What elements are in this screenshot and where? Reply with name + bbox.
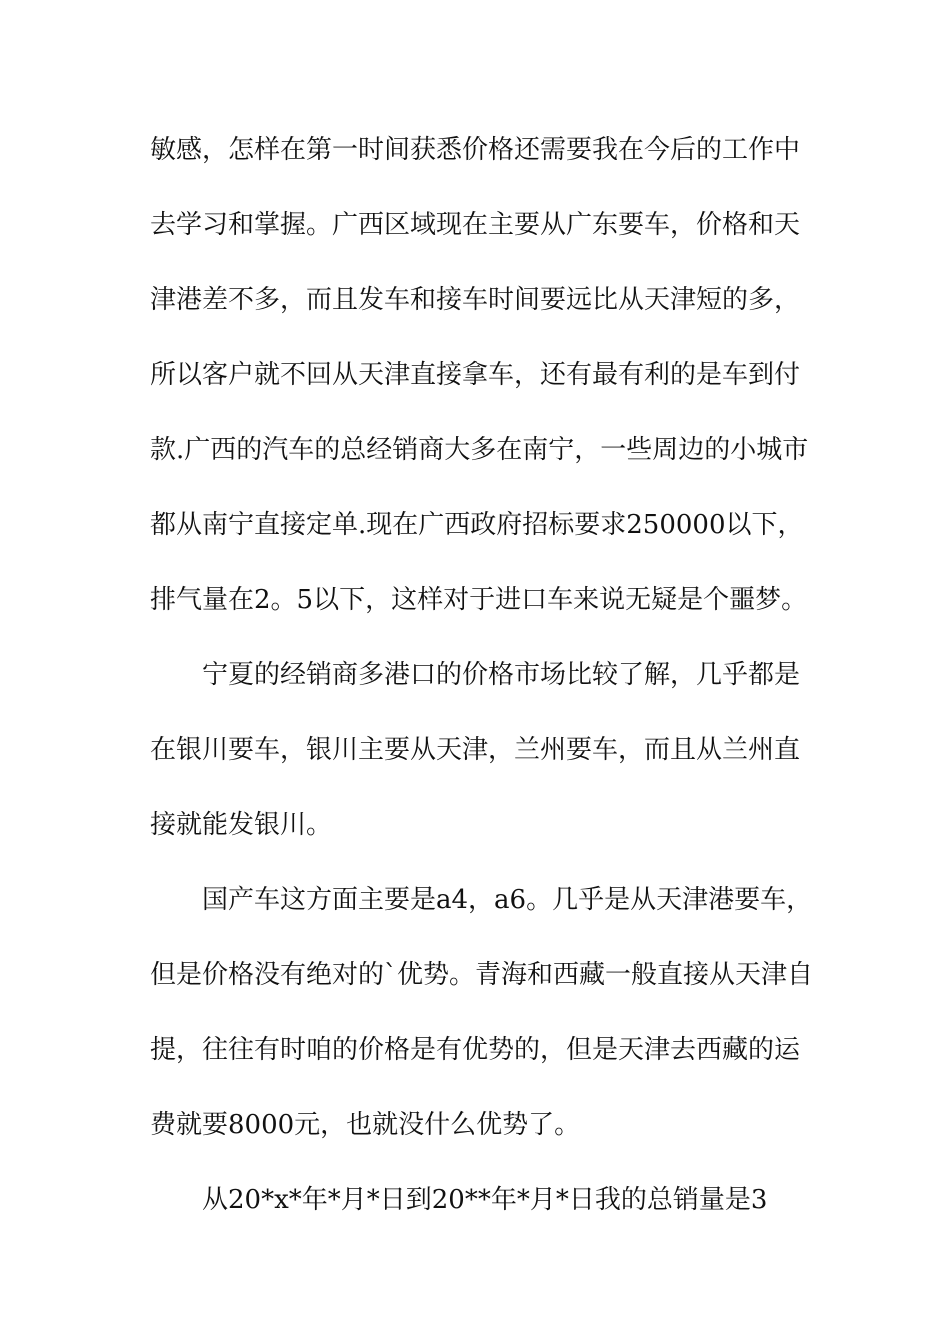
paragraph-first-line: 宁夏的经销商多港口的价格市场比较了解，几乎都是 [202,660,801,690]
paragraph-first-line: 从20*x*年*月*日到20**年*月*日我的总销量是3 [202,1185,768,1215]
text-line: 但是价格没有绝对的`优势。青海和西藏一般直接从天津自 [150,960,814,990]
text-line: 都从南宁直接定单.现在广西政府招标要求250000以下， [150,510,804,540]
paragraph-first-line: 国产车这方面主要是a4，a6。几乎是从天津港要车， [202,885,813,915]
text-line: 在银川要车，银川主要从天津，兰州要车，而且从兰州直 [150,735,801,765]
text-line: 所以客户就不回从天津直接拿车，还有最有利的是车到付 [150,360,801,390]
text-line: 提，往往有时咱的价格是有优势的，但是天津去西藏的运 [150,1035,801,1065]
text-line: 津港差不多，而且发车和接车时间要远比从天津短的多， [150,285,801,315]
text-line: 排气量在2。5以下，这样对于进口车来说无疑是个噩梦。 [150,585,808,615]
text-line: 去学习和掌握。广西区域现在主要从广东要车，价格和天 [150,210,801,240]
text-line: 款.广西的汽车的总经销商大多在南宁，一些周边的小城市 [150,435,809,465]
text-line: 接就能发银川。 [150,810,333,840]
text-line: 费就要8000元，也就没什么优势了。 [150,1110,581,1140]
text-line: 敏感，怎样在第一时间获悉价格还需要我在今后的工作中 [150,135,801,165]
